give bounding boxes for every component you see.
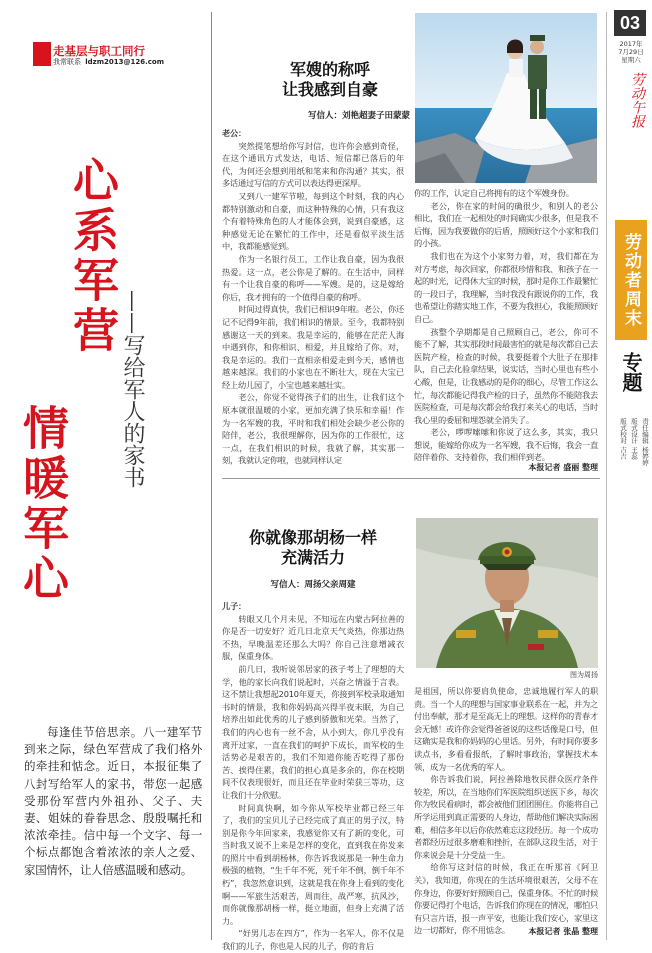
article2-title — [222, 528, 404, 568]
article2-byline: 写信人：周扬父亲周建 — [270, 580, 356, 590]
article2-col1 — [222, 600, 404, 952]
main-title-line2: 情暖军心 — [16, 404, 70, 604]
soldier-photo — [416, 518, 598, 668]
article2-para: 给你写这封信的时候，我正在听那首《阿卫关》，我知道，你现在的生活环境很艰苦，父母不在你身边，你要好好照顾自己，保重身体。不忙的时候你要记得打个电话，告诉我们你现在的情况，哪怕只有只言片语，报一声平安，也能让我们安心，家里这边一切都好，你不用惦念。 — [414, 862, 598, 936]
credit-line: 责任编辑 杨婷婷 — [641, 418, 649, 466]
rail-divider — [606, 12, 607, 940]
newspaper-logo: 劳动午报 — [629, 72, 645, 128]
badge-email: ldzm2013@126.com — [85, 58, 165, 66]
topic-label: 专题 — [619, 352, 643, 392]
issue-year: 2017年 — [619, 40, 643, 48]
article2-salutation: 儿子： — [222, 601, 246, 611]
article1-para: 孩整个孕期都是自己照顾自己，老公，你可不能不了解，其实那段时间最害怕的就是每次都自己去医院产检，检查的时候，我要挺着个大肚子在那排队，自己去化验拿结果，说实话，当时心里也有些小心酸，但是，让我感动的是你的细心，尽管工作这么忙，每次都能记得我产检的日子，虽然你不能陪我去医院检查，可是每次都会给我打来关心的电话，当时我心里的委屈和埋怨就全消失了。 — [414, 326, 598, 425]
issue-date — [612, 40, 650, 64]
article1-title-line1: 军嫂的称呼 — [289, 60, 370, 79]
article2-signoff: 本报记者 张晶 整理 — [528, 927, 598, 936]
credit-line: 版式设计 王蕊 — [630, 418, 638, 460]
section-name: 劳动者周末 — [615, 220, 647, 340]
article1-title — [250, 60, 410, 100]
intro-paragraph: 每逢佳节倍思亲。八一建军节到来之际，绿色军营成了我们格外的牵挂和惦念。近日，本报征集了八封写给军人的家书，带您一起感受那份军营内外祖孙、父子、夫妻、姐妹的眷眷思念、殷殷嘱托和浓浓牵挂。信中每一个文字、每一个标点都饱含着浓浓的亲人之爱、家国情怀，让人倍感温暖和感动。 — [24, 725, 202, 877]
article1-col1 — [222, 127, 404, 517]
article1-para: 又到八一建军节啦，每到这个时刻，我的内心都特别激动和自豪，而这种特殊的心情，只有我这个有着特殊角色的人才能体会到，说到自豪感，这种感觉无论在繁忙的工作中，还是看似平淡生活中，我都能感觉到。 — [222, 190, 404, 252]
wedding-photo — [415, 13, 597, 183]
article2-para: 转眼又几个月未见，不知远在内蒙古阿拉善的你是否一切安好？近几日北京天气炎热，你那边热不热，早晚温差还那么大吗？你自己注意增减衣服，保重身体。 — [222, 613, 404, 662]
article1-para: 作为一名银行员工，工作让我自豪，因为我很热爱。这一点，老公你是了解的。在生活中，同样有一个让我自豪的称呼——军嫂。是的，这是嫁给你后，我才拥有的一个值得自豪的称呼。 — [222, 253, 404, 302]
column-divider — [211, 12, 212, 940]
article1-title-line2: 让我感到自豪 — [281, 80, 378, 99]
badge-square — [33, 42, 51, 66]
article2-para: 时间真快啊，如今你从军校毕业都已经三年了，我们的宝贝儿子已经完成了真正的男子汉，特别是你今年回家来，我感觉你又有了新的变化，可当时我又说不上来是怎样的变化，直到我在你发来的照片中看到胡杨林，你告诉我说那是一种生命力极强的植物，“生千年不死，死千年不倒，倒千年不朽”，我忽然意识到，这就是我在你身上看到的变化啊——军旅生活艰苦，周而往，战严寒，抗风沙，而你就像那胡杨一样，挺立地面，但身上充满了活力。 — [222, 802, 404, 926]
issue-weekday: 星期六 — [621, 56, 641, 64]
badge-title: 走基层与职工同行 — [53, 46, 145, 58]
article2-para: 你告诉我们说，阿拉善除地牧民群众医疗条件较差，所以，在当地你们军医院组织送医下乡，每次你为牧民看病时，都会被他们团团围住。你能将自己所学运用到真正需要的人身边，帮助他们解决实际困难，相信多年以后你依然难忘这段经历。每一个成功者都经历过很多磨难和挫折，在部队这段生活，对于你来说会是十分受益一生。 — [414, 774, 598, 860]
article1-salutation: 老公： — [222, 128, 246, 138]
main-title-line1: 心系军营 — [66, 156, 120, 356]
article1-para: 老公，啰啰嗦嗦和你说了这么多，其实，我只想说，能嫁给你成为一名军嫂，我不后悔，我会一直陪伴着你、支持着你，我们相伴到老。 — [414, 427, 598, 463]
article1-para: 我们也在为这个小家努力着，对，我们都在为对方考虑，每次回家，你都很珍惜和我、和孩子在一起的时光，记得休大宝的时候，那时是你工作最繁忙的一段日子，我理解，当时我没有跟说你的工作，我也希望让你踏实地工作，不要为我担心，我能照顾好自己。 — [414, 250, 598, 324]
article2-para: “好男儿志在四方”，作为一名军人，你不仅是我们的儿子，你也是人民的儿子，你的肯后 — [222, 928, 404, 952]
article1-para: 突然提笔想给你写封信，也许你会感到奇怪，在这个通讯方式发达，电话、短信都已落后的年代，为何还会想到用纸和笔来和你沟通？其实，很多话通过写信的方式可以表达得更深厚。 — [222, 140, 404, 189]
article1-para: 老公，你觉不觉得孩子们的出生，让我们这个原本就很温暖的小家，更加充满了快乐和幸福！作为一名军嫂的我，平时和我们相处会缺少老公你的陪伴，老公，我很理解你，因为你的工作很忙，这一点，在我们相识的时候，我就了解，其实那一刻，我就认定你啦，也就同样认定 — [222, 392, 404, 466]
article1-byline: 写信人：刘艳超妻子田蒙蒙 — [307, 111, 410, 121]
article2-para: 前几日，我听说邻居家的孩子考上了理想的大学，他的家长向我们说起时，兴奋之情溢于言表。这不禁让我想起2010年夏天，你接到军校录取通知书时的情景，我和你妈妈高兴得半夜未眠，为自己培养出如此优秀的儿子感到骄傲和光荣。当然了，我们的内心也有一丝不舍，从小到大，你几乎没有离开过家，一直在我们的呵护下成长，而军校的生活势必是艰苦的，我们不知道你能否吃得了那份苦、挨得住累，我们的担心真是多余的，你在校期间不仅表现很好，而且还在毕业时荣获三等功，这让我们十分欣慰。 — [222, 663, 404, 800]
article-divider — [222, 478, 600, 479]
main-subtitle: ——写给军人的家书 — [120, 290, 145, 488]
article1-para: 老公，你在家的时间的确很少，和别人的老公相比，我们在一起相处的时间确实少很多，但是我不后悔，因为我要做你的后盾，照顾好这个小家和我们的小孩。 — [414, 200, 598, 249]
wedding-photo-illustration — [415, 13, 597, 183]
article1-signoff: 本报记者 盛丽 整理 — [528, 463, 598, 472]
article1-para: 时间过得真快，我们已相识9年啦。老公，你还记不记得9年前，我们相识的情景。至今，我都特别感谢这一天的到来。我是幸运的，能够在茫茫人海中遇到你，和你相识、相爱，并且嫁给了你。对，我是幸运的。我们一直相亲相爱走到今天，感情也越来越深。我们的小家也在不断壮大，现在大宝已经上幼儿园了，小宝也越来越壮实。 — [222, 304, 404, 390]
page-number: 03 — [614, 10, 646, 36]
article1-para: 你的工作，认定自己将拥有的这个军嫂身份。 — [414, 188, 574, 198]
article2-para: 是祖国，所以你要肩负使命，忠诚地履行军人的职责。当一个人的理想与国家事业联系在一起，并为之付出奉献，那才是至高无上的理想。这样你的青春才会无憾！或许你会觉得爸爸说的这些话像是口号，但这确实是我和你妈妈的心里话。另外，有时间你要多读点书，多看看报纸，了解时事政治，掌握技术本领，成为一名优秀的军人。 — [414, 686, 598, 772]
article2-title-line2: 充满活力 — [280, 548, 345, 567]
article2-title-line1: 你就像那胡杨一样 — [248, 528, 377, 547]
column-badge — [33, 42, 171, 68]
credit-line: 版式校对 吉吉 — [619, 418, 627, 460]
editor-credits — [612, 418, 650, 528]
soldier-photo-illustration — [416, 518, 598, 668]
issue-day: 7月29日 — [618, 48, 644, 56]
article1-col2 — [414, 187, 598, 463]
badge-contact-label: 我常联系 — [53, 58, 81, 66]
photo-caption: 图为周扬 — [570, 671, 598, 679]
